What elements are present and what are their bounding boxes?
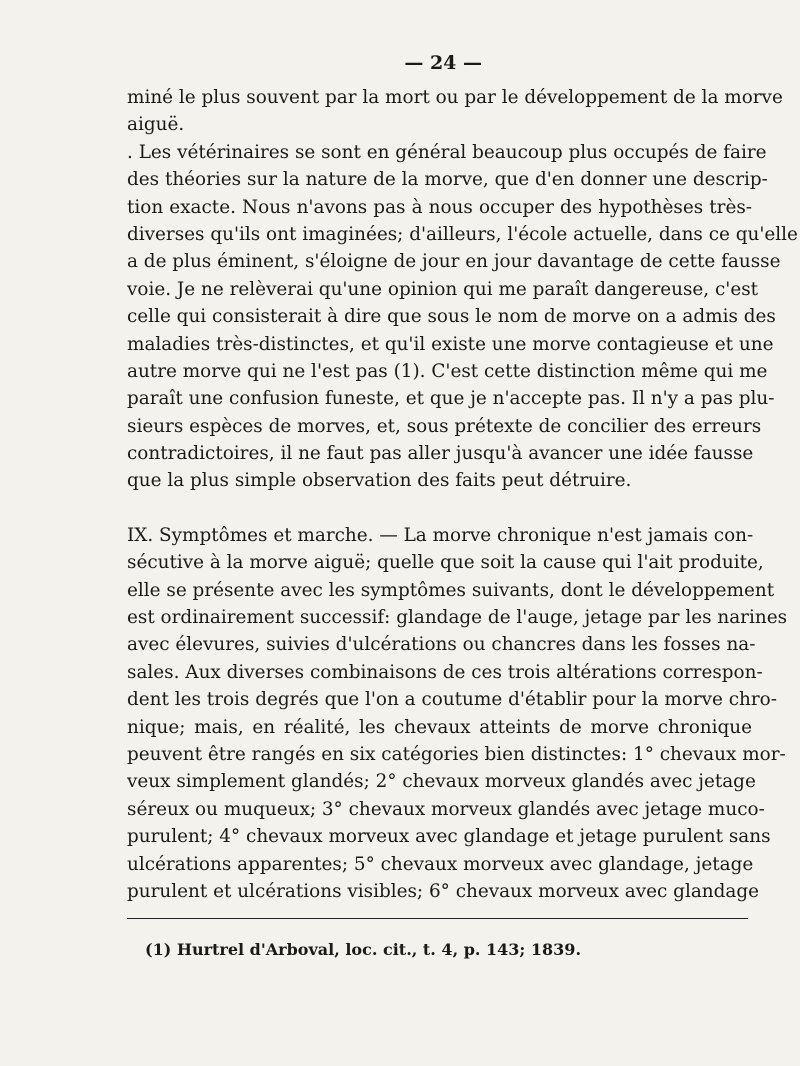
text-line: purulent; 4° chevaux morveux avec glandage et jetage purulent sans [127,826,771,848]
paragraph-1 [127,84,783,139]
text-line: des théories sur la nature de la morve, que d'en donner une descrip- [127,169,768,191]
text-line: dent les trois degrés que l'on a coutume d'établir pour la morve chro- [127,689,777,711]
text-line: veux simplement glandés; 2° chevaux morveux glandés avec jetage [127,771,756,793]
text-line: IX. Symptômes et marche. — La morve chronique n'est jamais con- [127,524,754,546]
text-line: purulent et ulcérations visibles; 6° chevaux morveux avec glandage [127,880,760,902]
text-line: contradictoires, il ne faut pas aller jusqu'à avancer une idée fausse [127,443,754,465]
text-line: paraît une confusion funeste, et que je n'accepte pas. Il n'y a pas plu- [127,388,775,410]
text-line: est ordinairement successif: glandage de l'auge, jetage par les narines [127,607,788,629]
text-line: sieurs espèces de morves, et, sous prétexte de concilier des erreurs [127,415,762,437]
text-line: séreux ou muqueux; 3° chevaux morveux glandés avec jetage muco- [127,798,765,820]
page-number: — 24 — [404,52,482,74]
text-line: a de plus éminent, s'éloigne de jour en jour davantage de cette fausse [127,251,781,273]
paragraph-3 [127,522,788,905]
text-line: tion exacte. Nous n'avons pas à nous occuper des hypothèses très- [127,196,752,218]
text-line: peuvent être rangés en six catégories bien distinctes: 1° chevaux mor- [127,743,786,765]
footnote-divider [127,918,748,919]
paragraph-2 [127,139,798,495]
text-line: diverses qu'ils ont imaginées; d'ailleurs, l'école actuelle, dans ce qu'elle [127,223,798,245]
text-line: que la plus simple observation des faits peut détruire. [127,470,632,492]
text-line: ulcérations apparentes; 5° chevaux morveux avec glandage, jetage [127,853,754,875]
text-line: autre morve qui ne l'est pas (1). C'est cette distinction même qui me [127,360,768,382]
text-line: avec élevures, suivies d'ulcérations ou chancres dans les fosses na- [127,634,756,656]
text-line: aiguë. [127,114,185,136]
text-line: miné le plus souvent par la mort ou par le développement de la morve [127,87,783,108]
text-line: sales. Aux diverses combinaisons de ces trois altérations correspon- [127,661,763,683]
footnote: (1) Hurtrel d'Arboval, loc. cit., t. 4, p. 143; 1839. [145,940,582,959]
body-text [127,84,798,905]
text-line: . Les vétérinaires se sont en général beaucoup plus occupés de faire [127,141,767,163]
text-line: nique; mais, en réalité, les chevaux atteints de morve chronique [127,716,752,738]
text-line: sécutive à la morve aiguë; quelle que soit la cause qui l'ait produite, [127,552,764,574]
text-line: voie. Je ne relèverai qu'une opinion qui me paraît dangereuse, c'est [127,278,759,300]
paragraph-gap [127,495,752,522]
text-line: elle se présente avec les symptômes suivants, dont le développement [127,579,775,601]
text-line: maladies très-distinctes, et qu'il existe une morve contagieuse et une [127,333,774,355]
text-line: celle qui consisterait à dire que sous le nom de morve on a admis des [127,306,776,328]
